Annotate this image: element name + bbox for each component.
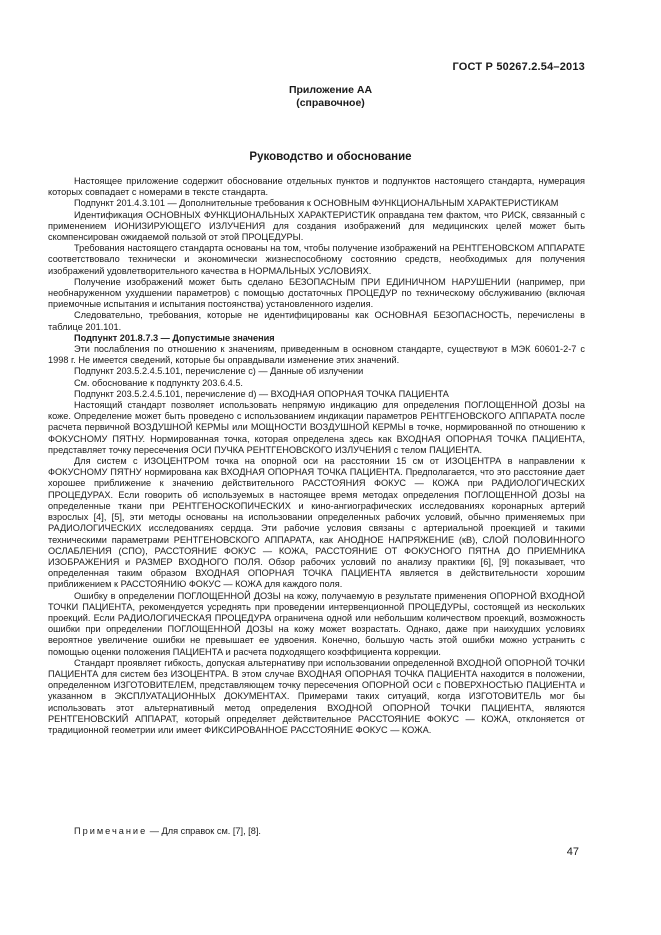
note-label: Примечание: [74, 826, 148, 836]
annex-heading: [0, 84, 661, 110]
subclause-heading: Подпункт 201.8.7.3 — Допустимые значения: [74, 332, 275, 343]
paragraph: Стандарт проявляет гибкость, допуская альтернативу при использовании определенной ВХОДНОЙ ОПОРНОЙ ТОЧКИ ПАЦИЕНТА для систем без ИЗОЦЕНТРА. В этом случае ВХОДНАЯ ОПОРНАЯ ТОЧКА ПАЦИЕНТА находится в положении, определенном ИЗГОТОВИТЕЛЕМ, представляющем точку пересечения ОПОРНОЙ ОСИ с ПОВЕРХНОСТЬЮ ПАЦИЕНТА и указанном в ЭКСПЛУАТАЦИОННЫХ ДОКУМЕНТАХ. Примерами таких ситуаций, когда ИЗГОТОВИТЕЛЬ мог бы использовать этот альтернативный метод определения ВХОДНОЙ ОПОРНОЙ ТОЧКИ ПАЦИЕНТА, являются РЕНТГЕНОВСКИЙ АППАРАТ, который определяет действительное РАССТОЯНИЕ ФОКУС — КОЖА, отклоняется от традиционной геометрии или имеет ФИКСИРОВАННОЕ РАССТОЯНИЕ ФОКУС — КОЖА.: [48, 657, 585, 735]
paragraph: Ошибку в определении ПОГЛОЩЕННОЙ ДОЗЫ на кожу, получаемую в результате применения ОПОРНОЙ ВХОДНОЙ ТОЧКИ ПАЦИЕНТА, рекомендуется усреднять при проведении интервенционной ПРОЦЕДУРЫ, состоящей из нескольких проекций. Если РАДИОЛОГИЧЕСКАЯ ПРОЦЕДУРА ограничена одной или небольшим количеством проекций, возможность ошибки при определении ПОГЛОЩЕННОЙ ДОЗЫ на кожу может возрастать. Однако, даже при наихудших условиях вероятное увеличение ошибки не превышает ее удвоения. Конечно, большую часть этой ошибки можно устранить с помощью оценки положения ПАЦИЕНТА и расчета подходящего коэффициента коррекции.: [48, 590, 585, 657]
annex-subtitle: (справочное): [296, 97, 365, 109]
paragraph: Эти послабления по отношению к значениям, приведенным в основном стандарте, существуют в МЭК 60601-2-7 с 1998 г. Не имеется сведений, которые бы оправдывали изменение этих значений.: [48, 344, 585, 366]
standard-code: ГОСТ Р 50267.2.54–2013: [452, 61, 585, 73]
document-body: [48, 176, 585, 736]
section-title: Руководство и обоснование: [249, 151, 412, 163]
paragraph: Следовательно, требования, которые не идентифицированы как ОСНОВНАЯ БЕЗОПАСНОСТЬ, перечислены в таблице 201.101.: [48, 310, 585, 332]
paragraph: Для систем с ИЗОЦЕНТРОМ точка на опорной оси на расстоянии 15 см от ИЗОЦЕНТРА в направлении к ФОКУСНОМУ ПЯТНУ нормирована как ВХОДНАЯ ОПОРНАЯ ТОЧКА ПАЦИЕНТА. Предполагается, что это расстояние дает хорошее приближение к значению действительного РАССТОЯНИЯ ФОКУС — КОЖА при РАДИОЛОГИЧЕСКИХ ПРОЦЕДУРАХ. Если говорить об используемых в настоящее время методах определения ПОГЛОЩЕННОЙ ДОЗЫ на определенные ткани при РЕНТГЕНОСКОПИЧЕСКИХ и кино-ангиографических исследованиях коронарных артерий взрослых [4], [5], эти методы основаны на использовании определенных рабочих условий, обычно применяемых при РАДИОЛОГИЧЕСКИХ исследованиях сердца. Эти рабочие условия связаны с артериальной проекцией и такими техническими параметрами РЕНТГЕНОВСКОГО АППАРАТА, как АНОДНОЕ НАПРЯЖЕНИЕ (кВ), СЛОЙ ПОЛОВИННОГО ОСЛАБЛЕНИЯ (СПО), РАССТОЯНИЕ ФОКУС — КОЖА, РАССТОЯНИЕ ОТ ФОКУСНОГО ПЯТНА ДО ПРИЕМНИКА ИЗОБРАЖЕНИЯ и РАЗМЕР ВХОДНОГО ПОЛЯ. Обзор рабочих условий по анализу практики [6], [9] показывает, что определенная таким образом ВХОДНАЯ ОПОРНАЯ ТОЧКА ПАЦИЕНТА является в действительности хорошим приближением к РАССТОЯНИЮ ФОКУС — КОЖА для каждого поля.: [48, 456, 585, 590]
annex-title: Приложение АА: [288, 84, 373, 96]
note: [74, 826, 261, 836]
paragraph: Подпункт 203.5.2.4.5.101, перечисление d) — ВХОДНАЯ ОПОРНАЯ ТОЧКА ПАЦИЕНТА: [74, 388, 449, 399]
paragraph: Подпункт 203.5.2.4.5.101, перечисление c) — Данные об излучении: [74, 366, 364, 377]
page-number: 47: [566, 846, 579, 858]
paragraph: Получение изображений может быть сделано БЕЗОПАСНЫМ ПРИ ЕДИНИЧНОМ НАРУШЕНИИ (например, при необнаруженном ухудшении параметров) с помощью достаточных ПРОЦЕДУР по техническому обслуживанию (включая приемочные испытания и испытания постоянства) установленного изделия.: [48, 276, 585, 310]
paragraph: См. обоснование к подпункту 203.6.4.5.: [74, 377, 243, 388]
paragraph: Настоящее приложение содержит обоснование отдельных пунктов и подпунктов настоящего стандарта, нумерация которых совпадает с номерами в тексте стандарта.: [48, 176, 585, 198]
paragraph: Настоящий стандарт позволяет использовать непрямую индикацию для определения ПОГЛОЩЕННОЙ ДОЗЫ на коже. Определение может быть проведено с использованием индикации параметров РЕНТГЕНОВСКОГО АППАРАТА после расчета первичной ВОЗДУШНОЙ КЕРМЫ или МОЩНОСТИ ВОЗДУШНОЙ КЕРМЫ в точке, нормированной по отношению к ФОКУСНОМУ ПЯТНУ. Нормированная точка, которая определена здесь как ВХОДНАЯ ОПОРНАЯ ТОЧКА ПАЦИЕНТА, представляет точку пересечения ОСИ ПУЧКА РЕНТГЕНОВСКОГО ИЗЛУЧЕНИЯ с телом ПАЦИЕНТА.: [48, 400, 585, 455]
paragraph: Подпункт 201.4.3.101 — Дополнительные требования к ОСНОВНЫМ ФУНКЦИОНАЛЬНЫМ ХАРАКТЕРИСТИКАМ: [74, 198, 559, 209]
paragraph: Идентификация ОСНОВНЫХ ФУНКЦИОНАЛЬНЫХ ХАРАКТЕРИСТИК оправдана тем фактом, что РИСК, связанный с применением ИОНИЗИРУЮЩЕГО ИЗЛУЧЕНИЯ для создания изображений для медицинских целей может быть скомпенсирован ожидаемой пользой от этой ПРОЦЕДУРЫ.: [48, 209, 585, 243]
paragraph: Требования настоящего стандарта основаны на том, чтобы получение изображений на РЕНТГЕНОВСКОМ АППАРАТЕ соответствовало технически и экономически жизнеспособному состоянию средств, необходимых для получения изображений удовлетворительного качества в НОРМАЛЬНЫХ УСЛОВИЯХ.: [48, 243, 585, 276]
note-text: — Для справок см. [7], [8].: [149, 826, 261, 836]
